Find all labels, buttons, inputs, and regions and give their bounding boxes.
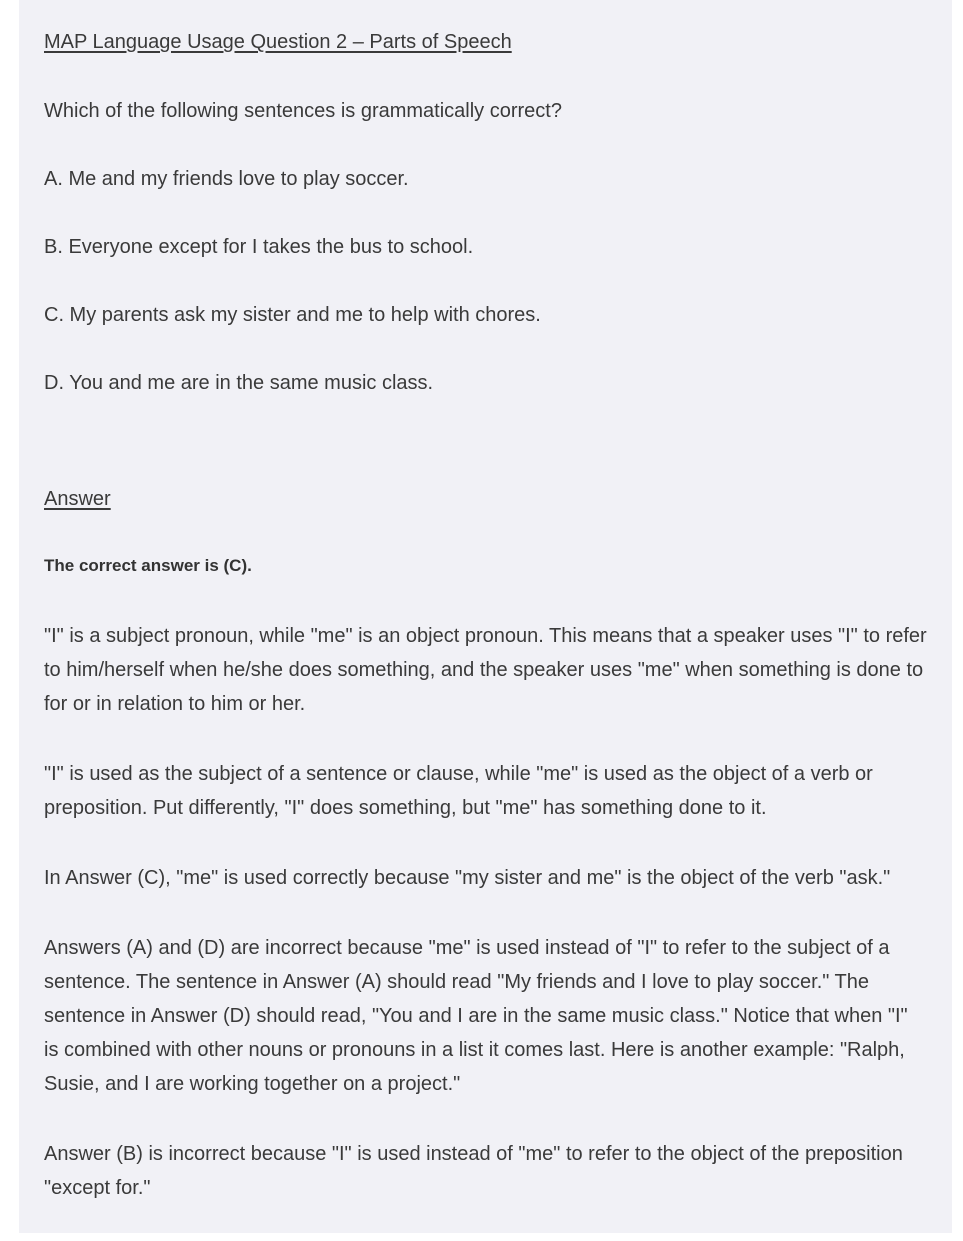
option-d: D. You and me are in the same music class. [44,372,434,394]
explanation-paragraph: Answer (B) is incorrect because "I" is used instead of "me" to refer to the object of the preposition "except for." [44,1143,903,1199]
explanation-paragraph: "I" is a subject pronoun, while "me" is an object pronoun. This means that a speaker uses "I" to refer to him/herself when he/she does something, and the speaker uses "me" when something is done to for or in relation to him or her. [44,625,927,715]
question-text: Which of the following sentences is grammatically correct? [44,100,562,122]
correct-answer: The correct answer is (C). [44,556,252,575]
option-a: A. Me and my friends love to play soccer. [44,168,409,190]
explanation-paragraph: In Answer (C), "me" is used correctly because "my sister and me" is the object of the verb "ask." [44,867,891,889]
explanation-paragraph: Answers (A) and (D) are incorrect because "me" is used instead of "I" to refer to the subject of a sentence. The sentence in Answer (A) should read "My friends and I love to play soccer." The sentence in Answer (D) should read, "You and I are in the same music class." Notice that when "I" is combined with other nouns or pronouns in a list it comes last. Here is another example: "Ralph, Susie, and I are working together on a project." [44,937,908,1095]
content-panel [19,0,952,1233]
page-title: MAP Language Usage Question 2 – Parts of Speech [44,31,512,53]
explanation-paragraph: "I" is used as the subject of a sentence or clause, while "me" is used as the object of a verb or preposition. Put differently, "I" does something, but "me" has something done to it. [44,763,873,819]
option-c: C. My parents ask my sister and me to help with chores. [44,304,541,326]
answer-heading: Answer [44,488,111,510]
option-b: B. Everyone except for I takes the bus to school. [44,236,474,258]
